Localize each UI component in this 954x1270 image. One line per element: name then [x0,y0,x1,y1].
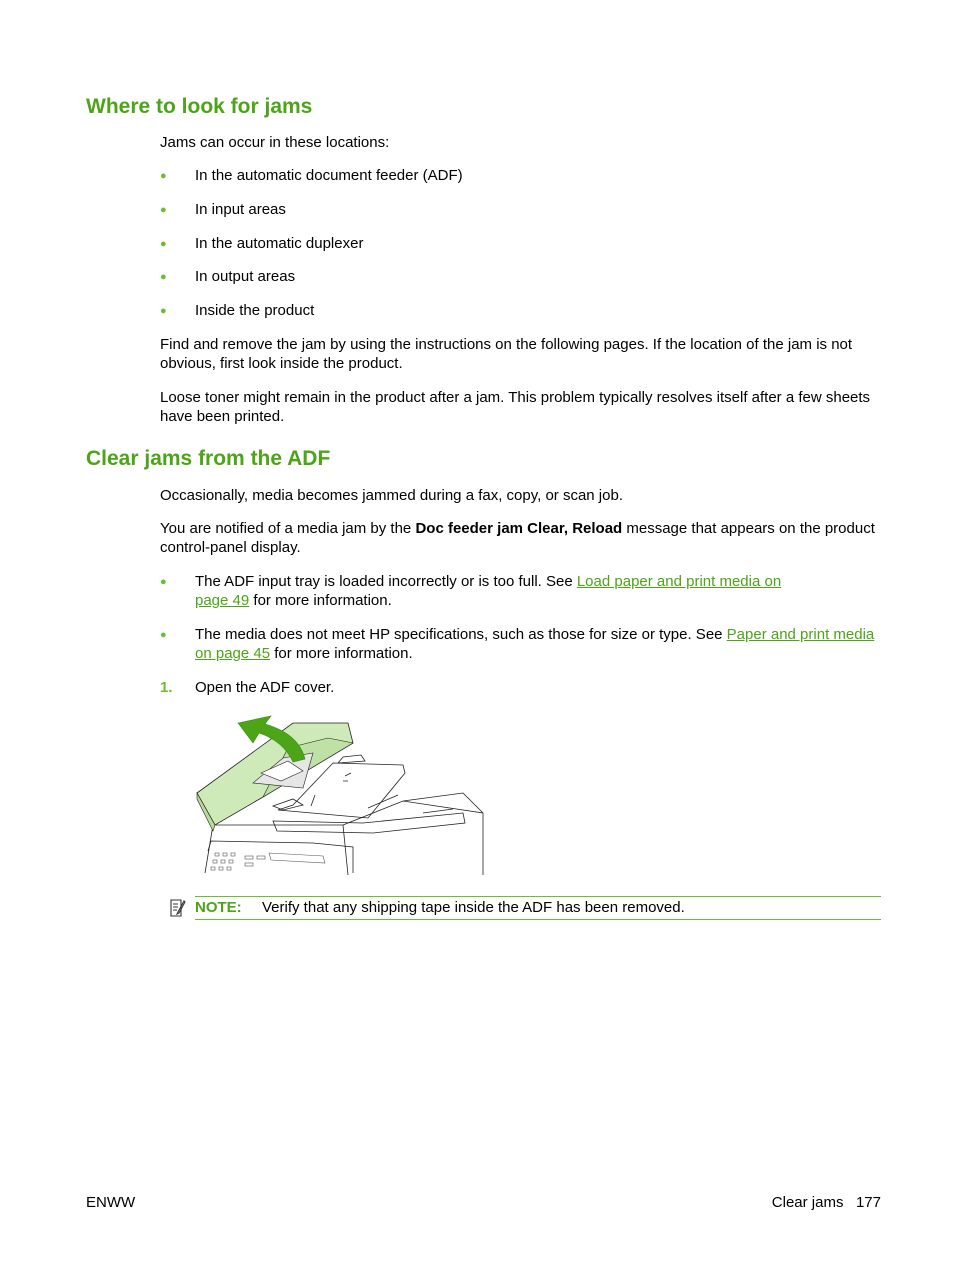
paragraph-find-jam: Find and remove the jam by using the instructions on the following pages. If the location of the jam is not obvious, first look inside the product. [160,336,853,372]
paragraph-loose-toner: Loose toner might remain in the product after a jam. This problem typically resolves itself after a few sheets have been printed. [160,389,871,425]
paragraph-notified [160,519,882,557]
cause-text-post: for more information. [270,645,413,662]
list-item-text: Inside the product [195,302,315,319]
list-item-text: In the automatic document feeder (ADF) [195,167,463,184]
cause-text-post: for more information. [249,592,392,609]
paper-and-print-media-link[interactable]: Paper and print media on page 45 [195,626,875,662]
step-text: Open the ADF cover. [195,679,335,696]
bullet-icon [160,166,167,187]
notified-text-pre: You are notified of a media jam by the [160,520,416,537]
paragraph-occasionally: Occasionally, media becomes jammed during a fax, copy, or scan job. [160,487,623,504]
list-item-text: In output areas [195,268,296,285]
note-box [195,896,881,920]
list-item-text [195,625,885,663]
adf-cover-illustration [193,713,485,875]
section-heading-where-to-look: Where to look for jams [86,95,313,118]
notified-text-post: message that appears on the product control-panel display. [160,520,875,556]
cause-text-pre: The ADF input tray is loaded incorrectly or is too full. See [195,573,577,590]
bullet-icon [160,625,167,646]
message-name: Doc feeder jam Clear, Reload [415,520,623,537]
load-paper-link[interactable]: Load paper and print media on page 49 [195,573,782,609]
note-text: Verify that any shipping tape inside the ADF has been removed. [262,899,685,916]
section-heading-clear-adf: Clear jams from the ADF [86,447,331,470]
list-item-text: In the automatic duplexer [195,235,364,252]
bullet-icon [160,267,167,288]
footer-left: ENWW [86,1194,136,1211]
cause-text-pre: The media does not meet HP specifications, such as those for size or type. See [195,626,727,643]
list-item-text: In input areas [195,201,286,218]
bullet-icon [160,301,167,322]
step-number: 1. [160,679,173,696]
note-label: NOTE: [195,899,242,916]
bullet-icon [160,200,167,221]
bullet-icon [160,234,167,255]
list-item-text [195,572,815,610]
note-icon [168,898,188,918]
intro-text: Jams can occur in these locations: [160,134,390,151]
bullet-icon [160,572,167,593]
footer-page-info: Clear jams 177 [771,1194,881,1211]
